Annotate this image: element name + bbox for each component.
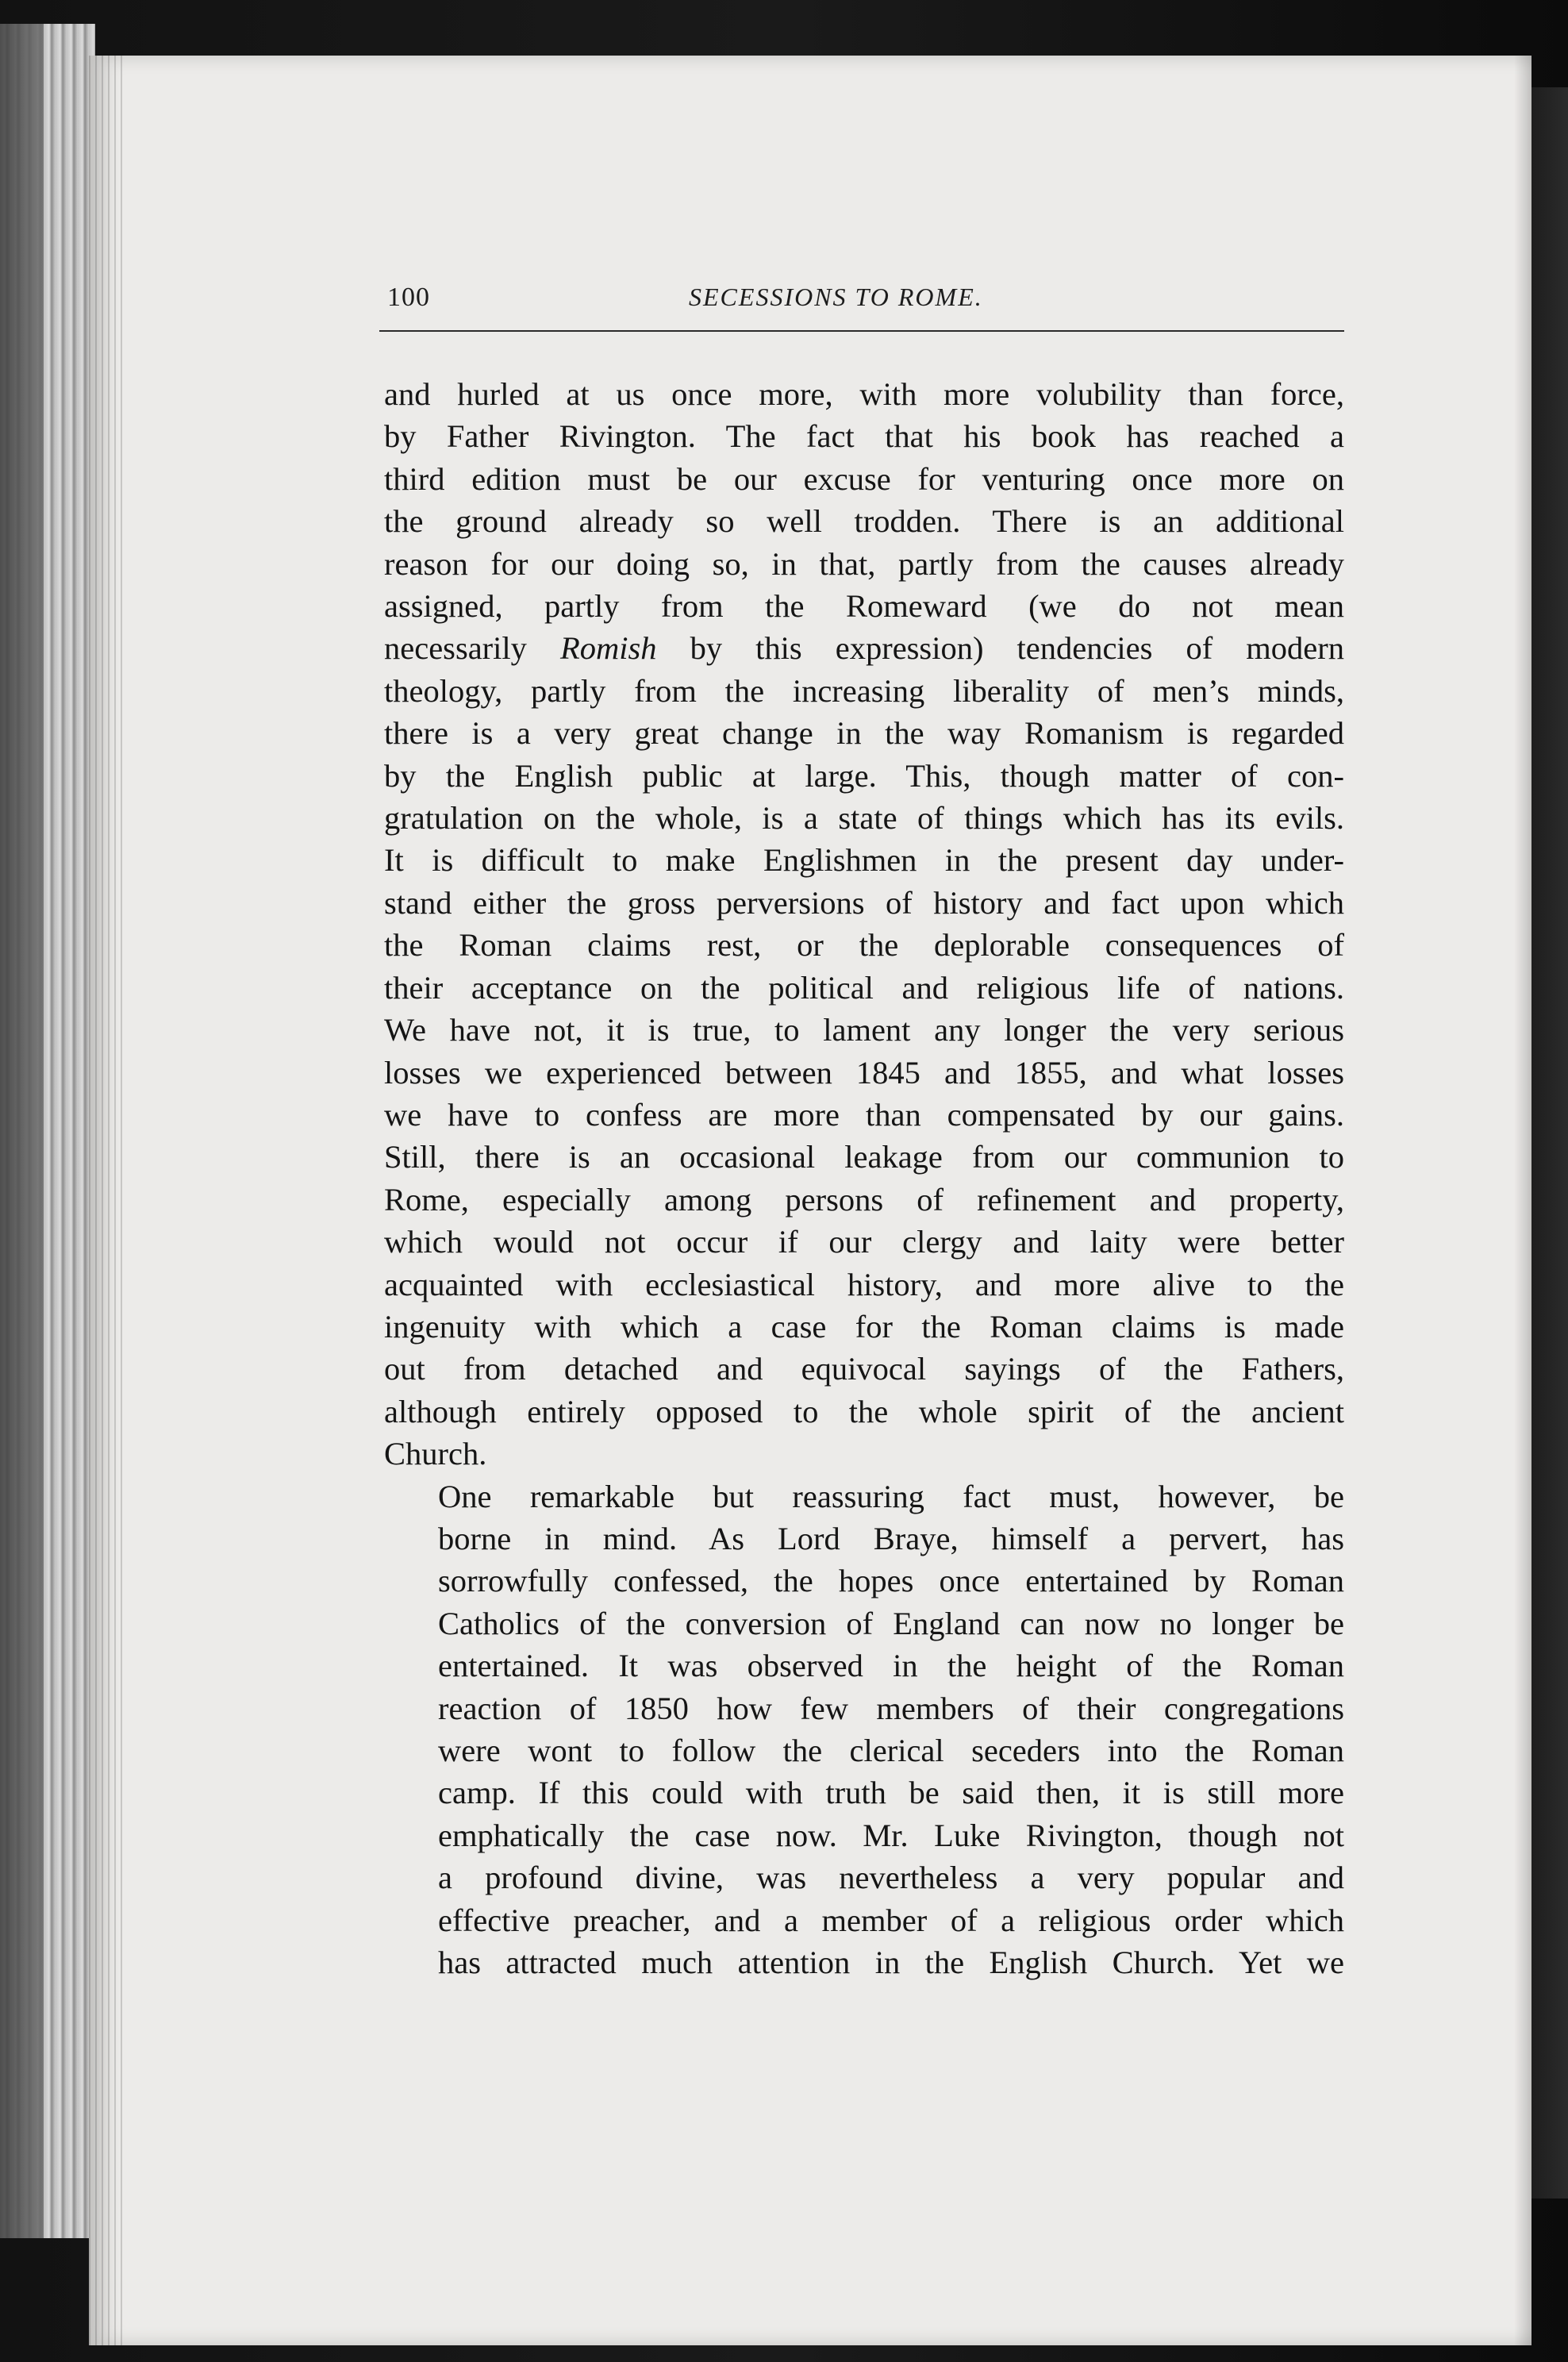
text-line: were wont to follow the clerical seceders into the Roman [438,1733,1344,1768]
text-line: sorrowfully confessed, the hopes once entertained by Roman [438,1563,1344,1599]
header-rule [379,330,1344,332]
text-line: losses we experienced between 1845 and 1855, and what losses [384,1054,1344,1091]
text-line: and hurled at us once more, with more volubility than force, [384,376,1344,412]
text-line: by Father Rivington. The fact that his book has reached a [384,418,1344,455]
text-line: emphatically the case now. Mr. Luke Rivington, though not [438,1817,1344,1853]
page-right-shade [1514,56,1531,2345]
text-line: stand either the gross perversions of history and fact upon which [384,884,1344,921]
text-line: reason for our doing so, in that, partly from the causes already [384,545,1344,582]
text-line: assigned, partly from the Romeward (we do not mean [384,588,1344,625]
text-line: gratulation on the whole, is a state of things which has its evils. [384,800,1344,837]
text-line: entertained. It was observed in the height of the Roman [438,1648,1344,1684]
text-segment: by this expression) tendencies of modern [690,630,1345,667]
page-number: 100 [387,283,430,312]
text-line: there is a very great change in the way Romanism is regarded [384,715,1344,752]
text-line: It is difficult to make Englishmen in the present day under- [384,842,1344,879]
adjacent-pages-shadow [0,24,44,2238]
text-line: reaction of 1850 how few members of their congregations [438,1690,1344,1726]
paragraph-1 [384,373,1344,1475]
text-line: a profound divine, was nevertheless a very popular and [438,1860,1344,1896]
text-line: although entirely opposed to the whole spirit of the ancient [384,1393,1344,1429]
text-line: We have not, it is true, to lament any longer the very serious [384,1012,1344,1048]
text-line: the Roman claims rest, or the deplorable consequences of [384,927,1344,964]
text-line: ingenuity with which a case for the Roman claims is made [384,1308,1344,1344]
text-line: camp. If this could with truth be said then, it is still more [438,1775,1344,1811]
text-line: we have to confess are more than compensated by our gains. [384,1096,1344,1133]
paragraph-2 [384,1475,1344,1984]
text-line: One remarkable but reassuring fact must, however, be [438,1478,1344,1514]
text-line: acquainted with ecclesiastical history, and more alive to the [384,1266,1344,1302]
text-line: the ground already so well trodden. There is an additional [384,503,1344,540]
text-line: out from detached and equivocal sayings of the Fathers, [384,1351,1344,1387]
text-line: Rome, especially among persons of refinement and property, [384,1181,1344,1218]
text-line: has attracted much attention in the English Church. Yet we [438,1945,1344,1981]
text-line: their acceptance on the political and religious life of nations. [384,969,1344,1006]
text-line: third edition must be our excuse for venturing once more on [384,460,1344,497]
body-text [384,373,1344,1983]
running-title: SECESSIONS TO ROME. [689,283,983,311]
text-line: borne in mind. As Lord Braye, himself a pervert, has [438,1520,1344,1556]
text-line: Still, there is an occasional leakage from our communion to [384,1139,1344,1175]
text-line: by the English public at large. This, though matter of con- [384,757,1344,794]
text-line: effective preacher, and a member of a religious order which [438,1902,1344,1938]
page-header [387,283,1344,325]
text-line: Catholics of the conversion of England can now no longer be [438,1605,1344,1641]
italic-word-romish: Romish [560,630,657,667]
text-segment: necessarily [384,630,527,667]
text-line: which would not occur if our clergy and laity were better [384,1224,1344,1260]
text-line: Church. [384,1436,487,1472]
text-line-with-italic [384,627,1344,669]
page-edge-lines [89,56,124,2345]
text-line: theology, partly from the increasing liberality of men’s minds, [384,672,1344,709]
